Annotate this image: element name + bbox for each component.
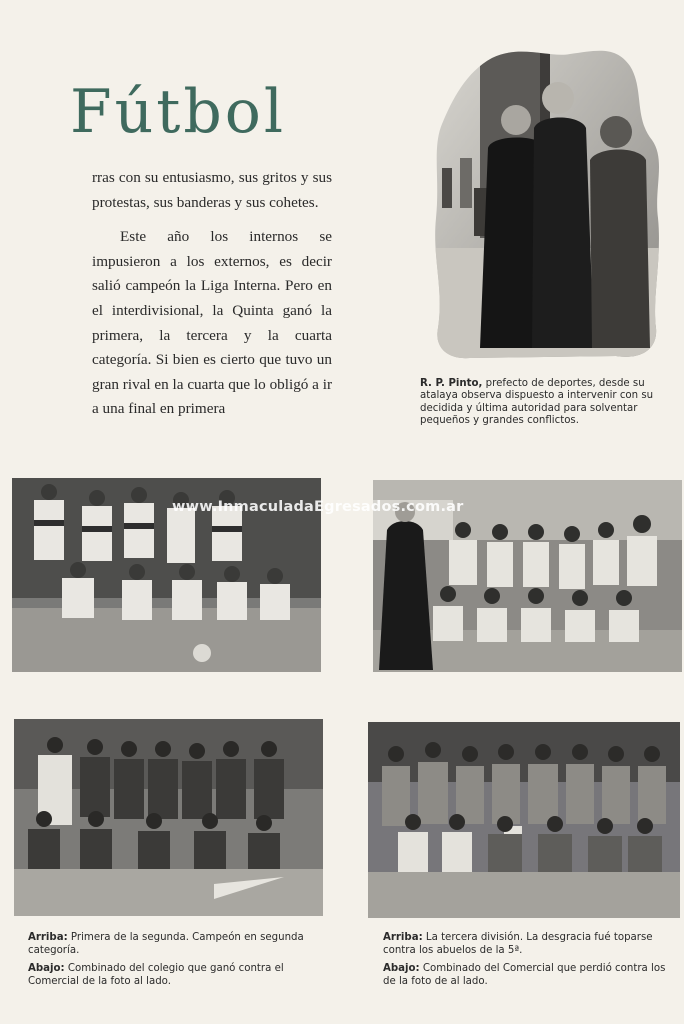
article-body: [92, 166, 332, 432]
caption-abajo-left: [28, 963, 314, 988]
caption-text: Primera de la segunda. Campeón en segunda categoría.: [28, 932, 304, 956]
website-watermark: www.InmaculadaEgresados.com.ar: [172, 499, 464, 515]
caption-label: Abajo:: [28, 963, 65, 975]
caption-arriba-right: [383, 932, 669, 957]
caption-label: Arriba:: [28, 932, 68, 943]
page-title: Fútbol: [70, 77, 287, 148]
caption-abajo-right: [383, 963, 669, 988]
captions-right: [383, 932, 669, 994]
caption-text: La tercera división. La desgracia fué toparse contra los abuelos de la 5ª.: [383, 932, 653, 956]
article-paragraph: rras con su entusiasmo, sus gritos y sus protestas, sus banderas y sus cohetes.: [92, 169, 332, 211]
caption-name: R. P. Pinto,: [420, 378, 483, 389]
portrait-photo-priest: [430, 48, 660, 360]
portrait-caption: [420, 378, 670, 428]
caption-label: Abajo:: [383, 963, 420, 975]
team-photo-bottom-left: [14, 719, 323, 916]
caption-arriba-left: [28, 932, 314, 957]
caption-text: Combinado del colegio que ganó contra el Comercial de la foto al lado.: [28, 963, 284, 987]
caption-text: Combinado del Comercial que perdió contra los de la foto de al lado.: [383, 963, 666, 987]
caption-text: prefecto de deportes, desde su atalaya observa dispuesto a intervenir con su decidida y última autoridad para solventar pequeños y grandes conflictos.: [420, 378, 654, 427]
article-paragraph: Este año los internos se impusieron a los externos, es decir salió campeón la Liga Interna. Pero en el interdivisional, la Quinta ganó la primera, la tercera y la cuarta categoría. Si bien es cierto que tuvo un gran rival en la cuarta que lo obligó a ir a una final en primera: [92, 228, 332, 418]
team-photo-bottom-right: [368, 722, 680, 918]
captions-left: [28, 932, 314, 994]
caption-label: Arriba:: [383, 932, 423, 943]
